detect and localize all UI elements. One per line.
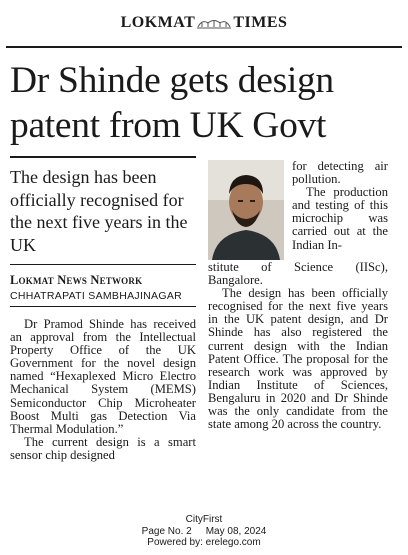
deck-top-rule — [10, 156, 196, 158]
deck: The design has been officially recognised for the next five years in the UK — [10, 167, 188, 255]
paragraph-4: The design has been officially recognised for the next five years in the UK patent design, and Dr Shinde has also registered the current design with the Indian Patent Office. The proposal for the research work was approved by Indian Institute of Sciences, Bengaluru in 2020 and Dr Shinde was the only candidate from the state among 20 across the country. — [208, 286, 388, 432]
headline: Dr Shinde gets design patent from UK Govt — [10, 60, 334, 146]
page-footer — [0, 514, 408, 549]
article-column-right-bottom — [208, 261, 388, 431]
footer-page-date — [0, 526, 408, 538]
author-photo — [208, 160, 284, 260]
lion-emblem-icon — [196, 17, 232, 29]
paragraph-1: Dr Pramod Shinde has received an approval from the Intellectual Property Office of the UK Government for the novel design named “Hexaplexed Micro Electro Mechanical System (MEMS) Semiconductor Chip Microheater Boost Multi gas Detection Via Thermal Modulation.” — [10, 317, 196, 436]
masthead-lokmat: LOKMAT — [120, 14, 196, 31]
article-column-left — [10, 318, 196, 462]
deck-bottom-rule — [10, 264, 196, 265]
paragraph-2-start: The current design is a smart sensor chip designed — [10, 434, 196, 462]
footer-edition: CityFirst — [185, 514, 223, 525]
masthead — [0, 14, 408, 32]
masthead-rule — [6, 46, 402, 48]
dateline: CHHATRAPATI SAMBHAJINAGAR — [10, 290, 183, 302]
byline: Lokmat News Network — [10, 273, 143, 287]
footer-page: Page No. 2 — [141, 525, 192, 537]
masthead-times: TIMES — [233, 14, 288, 31]
dateline-rule — [10, 306, 196, 307]
article-column-right-top — [292, 160, 388, 252]
footer-powered: Powered by: erelego.com — [147, 537, 261, 548]
footer-date: May 08, 2024 — [205, 525, 267, 537]
paragraph-2-end: for detecting air pollution. — [292, 159, 388, 187]
paragraph-3-end: stitute of Science (IISc), Bangalore. — [208, 260, 388, 288]
paragraph-3-start: The production and testing of this microchip was carried out at the Indian In- — [292, 185, 388, 252]
portrait-photo — [208, 160, 284, 260]
